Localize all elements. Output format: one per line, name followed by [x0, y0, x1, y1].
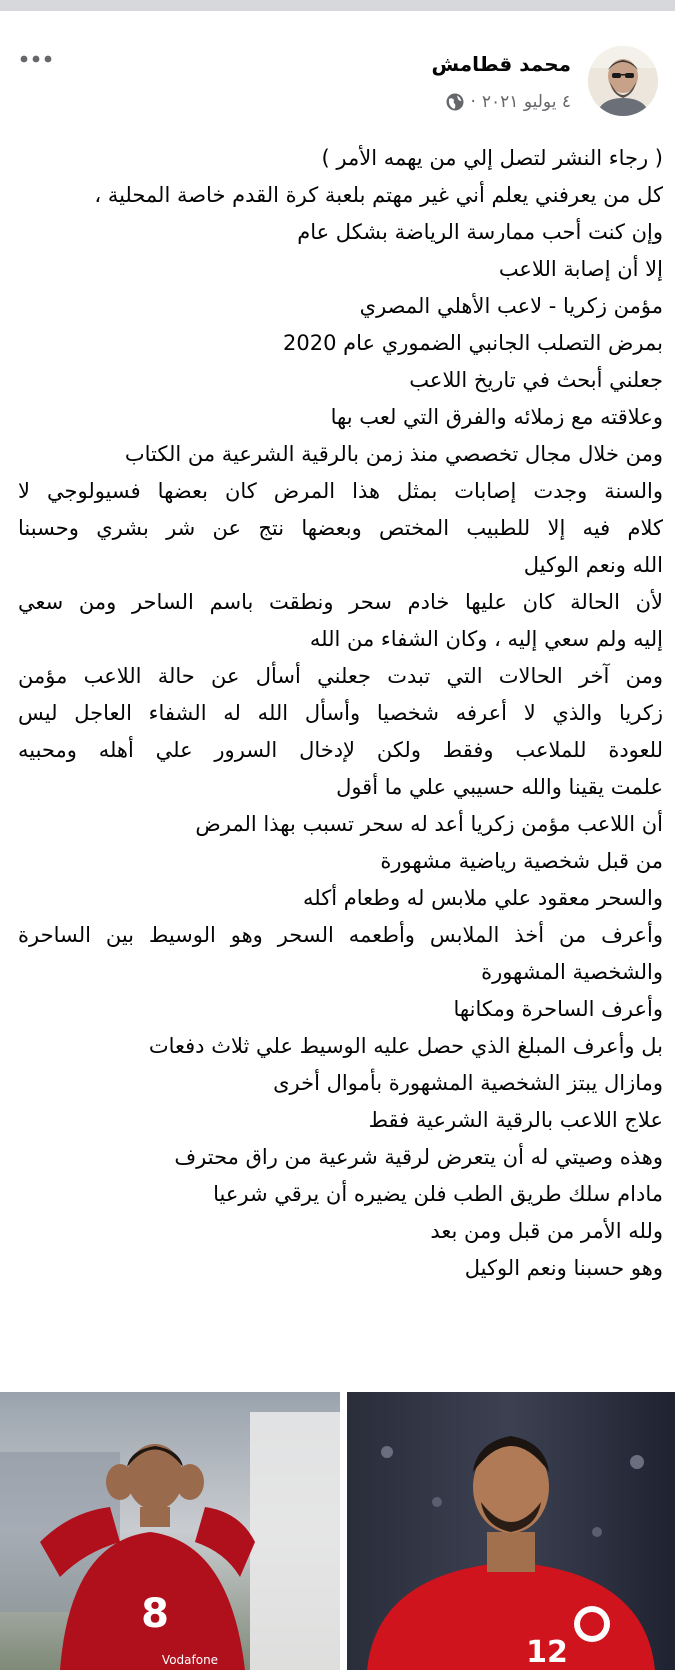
post-line: ولله الأمر من قبل ومن بعد: [430, 1219, 663, 1243]
meta-separator: ·: [470, 92, 476, 112]
left-jersey-sponsor: Vodafone: [161, 1653, 219, 1667]
post-line: بل وأعرف المبلغ الذي حصل عليه الوسيط علي ثلاث دفعات: [148, 1034, 663, 1058]
post-line: كل من يعرفني يعلم أني غير مهتم بلعبة كرة القدم خاصة المحلية ،: [94, 183, 663, 207]
post-line: كلام فيه إلا للطبيب المختص وبعضها نتج عن شر بشري وحسبنا: [18, 516, 663, 540]
post-text: [18, 140, 663, 1287]
post-line: للعودة للملاعب وفقط ولكن لإدخال السرور علي أهله ومحبيه: [18, 738, 663, 762]
post-meta: [445, 92, 572, 112]
post-header: [0, 40, 675, 125]
post-line: وإن كنت أحب ممارسة الرياضة بشكل عام: [297, 220, 663, 244]
post-line: ومن خلال مجال تخصصي منذ زمن بالرقية الشرعية من الكتاب: [124, 442, 663, 466]
photo-player-egypt[interactable]: [347, 1392, 675, 1670]
post-line: ( رجاء النشر لتصل إلي من يهمه الأمر ): [321, 146, 663, 170]
post-line: من قبل شخصية رياضية مشهورة: [380, 849, 663, 873]
post-line: وأعرف من أخذ الملابس وأطعمه السحر وهو الوسيط بين الساحرة: [18, 923, 663, 947]
post-line: مؤمن زكريا - لاعب الأهلي المصري: [359, 294, 663, 318]
post-line: زكريا والذي لا أعرفه شخصيا وأسأل الله له الشفاء العاجل ليس: [18, 701, 663, 725]
post-line: ومن آخر الحالات التي تبدت جعلني أسأل عن حالة اللاعب مؤمن: [18, 664, 663, 688]
right-jersey-number: 12: [526, 1635, 568, 1670]
post-line: وهو حسبنا ونعم الوكيل: [464, 1256, 663, 1280]
author-name[interactable]: محمد قطامش: [431, 52, 571, 76]
post-date[interactable]: ٤ يوليو ٢٠٢١: [481, 92, 571, 112]
post-photos: [0, 1392, 675, 1670]
post-line: بمرض التصلب الجانبي الضموري عام 2020: [283, 331, 663, 355]
post-line: وهذه وصيتي له أن يتعرض لرقية شرعية من راق محترف: [174, 1145, 663, 1169]
post-line: وأعرف الساحرة ومكانها: [453, 997, 663, 1021]
left-jersey-number: 8: [141, 1591, 169, 1637]
more-options-button[interactable]: [16, 44, 56, 74]
post-line: إليه ولم سعي إليه ، وكان الشفاء من الله: [309, 627, 663, 651]
post-line: ومازال يبتز الشخصية المشهورة بأموال أخرى: [273, 1071, 663, 1095]
photo-player-ahly[interactable]: [0, 1392, 340, 1670]
more-options-icon: [16, 44, 56, 74]
top-bar: [0, 0, 675, 11]
post-line: وعلاقته مع زملائه والفرق التي لعب بها: [330, 405, 663, 429]
post-line: والسحر معقود علي ملابس له وطعام أكله: [303, 886, 663, 910]
post-line: علمت يقينا والله حسيبي علي ما أقول: [336, 775, 663, 799]
post-line: لأن الحالة كان عليها خادم سحر ونطقت باسم الساحر ومن سعي: [18, 590, 663, 614]
post-line: إلا أن إصابة اللاعب: [498, 257, 663, 281]
post-line: مادام سلك طريق الطب فلن يضيره أن يرقي شرعيا: [213, 1182, 663, 1206]
post-line: والشخصية المشهورة: [481, 960, 663, 984]
post-line: جعلني أبحث في تاريخ اللاعب: [409, 368, 663, 392]
post-line: علاج اللاعب بالرقية الشرعية فقط: [368, 1108, 663, 1132]
post-line: الله ونعم الوكيل: [523, 553, 663, 577]
author-avatar[interactable]: [588, 46, 658, 116]
post-line: أن اللاعب مؤمن زكريا أعد له سحر تسبب بهذا المرض: [195, 812, 663, 836]
post-line: والسنة وجدت إصابات بمثل هذا المرض كان بعضها فسيولوجي لا: [18, 479, 663, 503]
globe-icon: [445, 92, 465, 112]
